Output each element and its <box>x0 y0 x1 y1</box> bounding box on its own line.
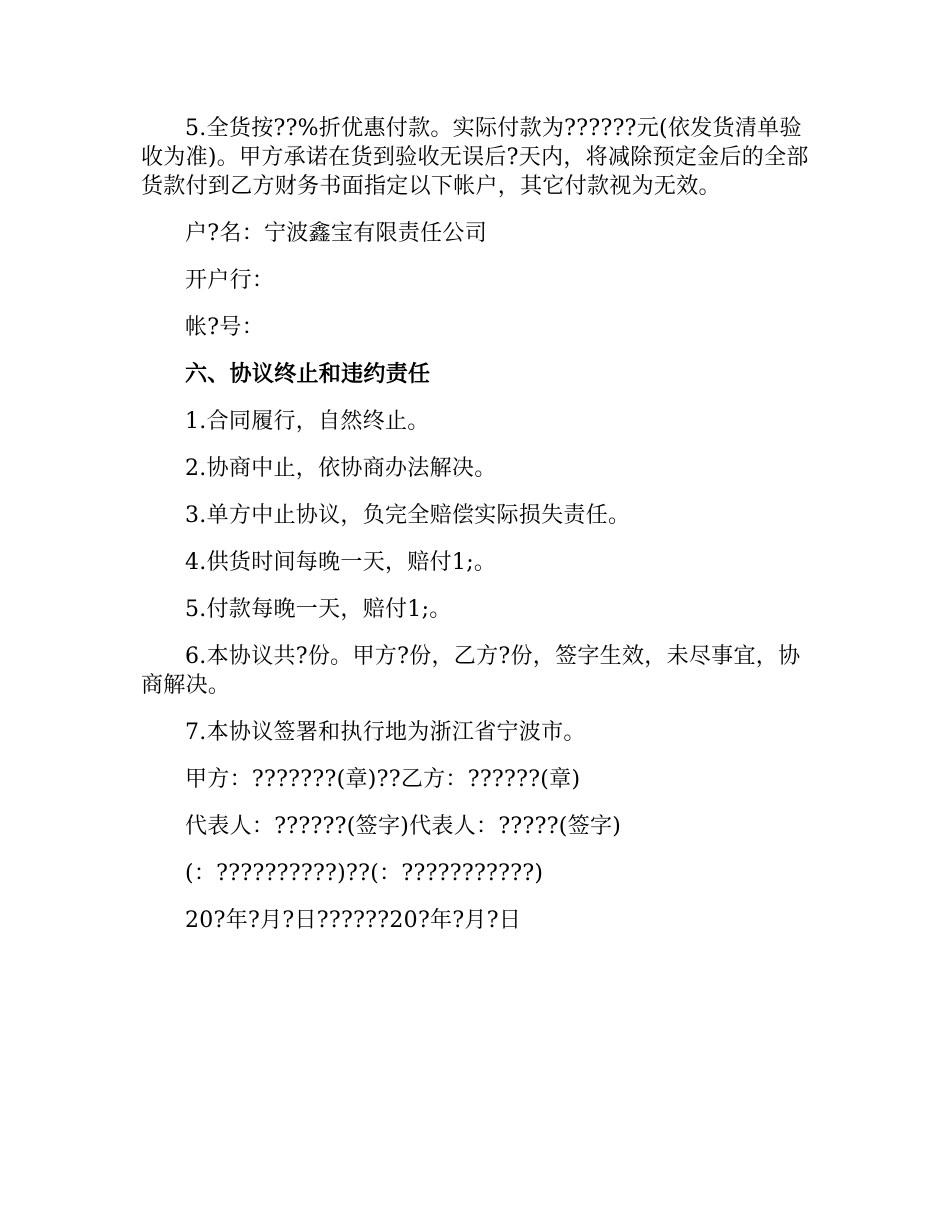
clause-3: 3.单方中止协议，负完全赔偿实际损失责任。 <box>185 503 631 528</box>
clause-7: 7.本协议签署和执行地为浙江省宁波市。 <box>185 720 586 745</box>
account-name-line: 户?名：宁波鑫宝有限责任公司 <box>185 221 487 246</box>
clause-6: 6.本协议共?份。甲方?份，乙方?份，签字生效，未尽事宜，协商解决。 <box>141 644 801 698</box>
representative-signature-line: 代表人：??????(签字)代表人：?????(签字) <box>185 814 622 839</box>
clause-4: 4.供货时间每晚一天，赔付1;。 <box>185 550 497 575</box>
payment-terms-paragraph: 5.全货按??%折优惠付款。实际付款为??????元(依发货清单验收为准)。甲方承诺在货到验收无误后?天内，将减除预定金后的全部货款付到乙方财务书面指定以下帐户，其它付款视为无效。 <box>141 116 809 199</box>
clause-1: 1.合同履行，自然终止。 <box>185 409 430 434</box>
clause-2: 2.协商中止，依协商办法解决。 <box>185 456 497 481</box>
party-seal-line: 甲方：???????(章)??乙方：??????(章) <box>185 767 581 792</box>
bank-line: 开户行： <box>185 268 275 293</box>
contact-line: (：??????????)??(：???????????) <box>185 861 544 886</box>
clause-5: 5.付款每晚一天，赔付1;。 <box>185 597 452 622</box>
account-number-line: 帐?号： <box>185 315 264 340</box>
document-page <box>141 114 813 953</box>
section-heading-termination: 六、协议终止和违约责任 <box>185 362 431 387</box>
date-line: 20?年?月?日??????20?年?月?日 <box>185 908 522 933</box>
